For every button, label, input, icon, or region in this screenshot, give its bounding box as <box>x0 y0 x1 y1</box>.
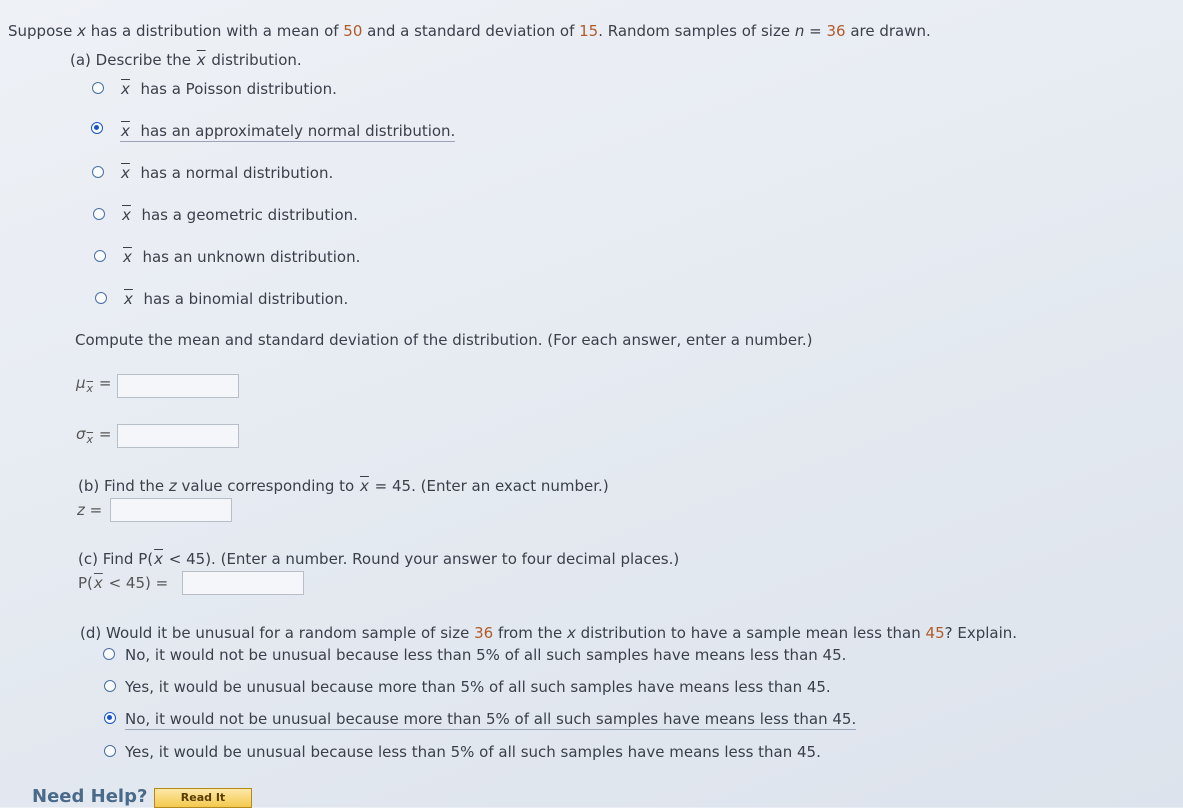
sample-size-value: 36 <box>474 624 494 642</box>
part-b-prompt <box>78 477 609 495</box>
read-it-button[interactable]: Read It <box>154 788 252 808</box>
z-label: z = <box>77 501 103 519</box>
question-part: and a standard deviation of <box>362 22 580 40</box>
z-input[interactable] <box>110 498 232 522</box>
prompt-text: (a) Describe the <box>70 51 196 69</box>
mu-label <box>76 374 111 395</box>
xbar-symbol: $\overline{x}$ <box>123 248 132 266</box>
xbar-symbol: $\overline{x}$ <box>93 574 103 592</box>
prompt-text: < 45). (Enter a number. Round your answer to four decimal places.) <box>164 550 680 568</box>
xbar-symbol: $\overline{x}$ <box>124 290 133 308</box>
xbar-subscript: x <box>86 433 94 446</box>
probability-input[interactable] <box>182 571 304 595</box>
prompt-text: value corresponding to <box>176 477 359 495</box>
radio-d-option-2[interactable] <box>104 680 116 692</box>
mean-value: 50 <box>343 22 363 40</box>
radio-poisson[interactable] <box>92 82 104 94</box>
xbar-symbol: $\overline{x}$ <box>121 80 130 98</box>
prompt-text: (c) Find P( <box>78 550 154 568</box>
xbar-symbol: $\overline{x}$ <box>360 477 369 495</box>
prompt-text: P( <box>78 574 93 592</box>
prompt-text: (b) Find the <box>78 477 169 495</box>
radio-d-option-1[interactable] <box>103 648 115 660</box>
d-option-3[interactable]: No, it would not be unusual because more than 5% of all such samples have means less than 45. <box>125 710 857 728</box>
equals-sign: = <box>98 425 112 443</box>
d-option-4[interactable]: Yes, it would be unusual because less than 5% of all such samples have means less than 45. <box>125 743 821 761</box>
sigma-symbol: σ <box>76 425 86 443</box>
radio-unknown[interactable] <box>94 250 106 262</box>
prompt-text: = 45. (Enter an exact number.) <box>369 477 609 495</box>
xbar-symbol: $\overline{x}$ <box>154 550 164 568</box>
mu-symbol: μ <box>76 374 86 392</box>
p-label <box>78 574 168 592</box>
variable-n: n <box>794 22 805 40</box>
d-option-2[interactable]: Yes, it would be unusual because more than 5% of all such samples have means less than 45. <box>125 678 831 696</box>
question-part: has a distribution with a mean of <box>85 22 344 40</box>
prompt-text: ? Explain. <box>944 624 1018 642</box>
xbar-symbol: $\overline{x}$ <box>121 164 130 182</box>
option-text: has a Poisson distribution. <box>140 80 337 98</box>
question-part: = <box>804 22 827 40</box>
radio-d-option-3[interactable] <box>104 712 116 724</box>
radio-geometric[interactable] <box>93 208 105 220</box>
option-poisson[interactable] <box>120 80 337 98</box>
option-text: has a geometric distribution. <box>141 206 358 224</box>
part-c-prompt <box>78 550 679 568</box>
option-text: has a normal distribution. <box>140 164 334 182</box>
part-d-prompt <box>80 624 1017 642</box>
sample-size-value: 36 <box>826 22 846 40</box>
prompt-text: distribution to have a sample mean less than <box>575 624 926 642</box>
xbar-symbol: $\overline{x}$ <box>121 122 130 140</box>
option-normal[interactable] <box>120 164 333 182</box>
question-part: Suppose <box>8 22 78 40</box>
part-a-prompt <box>70 51 302 69</box>
option-text: has an approximately normal distribution. <box>140 122 456 140</box>
variable-z: z <box>168 477 177 495</box>
radio-approx-normal[interactable] <box>91 122 103 134</box>
xbar-symbol: $\overline{x}$ <box>122 206 131 224</box>
mean-input[interactable] <box>117 374 239 398</box>
question-part: . Random samples of size <box>598 22 795 40</box>
option-text: has a binomial distribution. <box>143 290 349 308</box>
radio-d-option-4[interactable] <box>104 745 116 757</box>
radio-binomial[interactable] <box>95 292 107 304</box>
question-part: are drawn. <box>845 22 931 40</box>
xbar-symbol: $\overline{x}$ <box>196 51 206 69</box>
prompt-text: < 45) = <box>103 574 169 592</box>
limit-value: 45 <box>925 624 945 642</box>
prompt-text: distribution. <box>206 51 302 69</box>
prompt-text: (d) Would it be unusual for a random sample of size <box>80 624 475 642</box>
sd-value: 15 <box>579 22 599 40</box>
d-option-1[interactable]: No, it would not be unusual because less than 5% of all such samples have means less than 45. <box>125 646 847 664</box>
sigma-label <box>76 425 111 446</box>
xbar-subscript: x <box>86 382 94 395</box>
option-binomial[interactable] <box>123 290 348 308</box>
variable-x: x <box>567 624 576 642</box>
sd-input[interactable] <box>117 424 239 448</box>
prompt-text: from the <box>493 624 567 642</box>
compute-prompt: Compute the mean and standard deviation of the distribution. (For each answer, enter a number.) <box>75 331 813 349</box>
variable-x: x <box>77 22 86 40</box>
option-approx-normal[interactable] <box>120 122 455 142</box>
option-text: has an unknown distribution. <box>142 248 361 266</box>
equals-sign: = <box>98 374 112 392</box>
radio-normal[interactable] <box>92 166 104 178</box>
option-unknown[interactable] <box>122 248 360 266</box>
option-geometric[interactable] <box>121 206 358 224</box>
question-text <box>8 22 931 40</box>
need-help-label: Need Help? <box>32 786 148 807</box>
